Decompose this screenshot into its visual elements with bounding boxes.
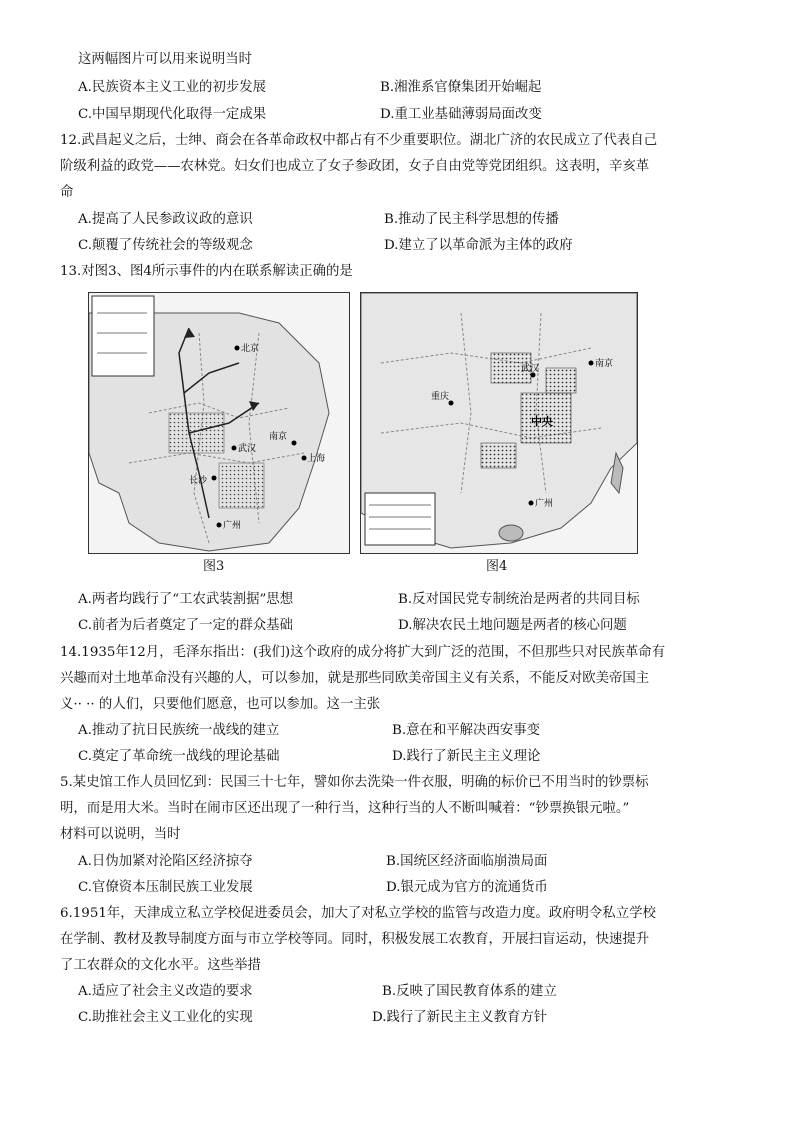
figure-4-caption: 图4 — [486, 559, 508, 574]
q15-stem-line1: 5.某史馆工作人员回忆到：民国三十七年，譬如你去洗染一件衣服，明确的标价已不用当时的钞票标 — [60, 775, 649, 790]
q15-stem-line3: 材料可以说明，当时 — [60, 827, 181, 842]
fig3-label-shanghai: 上海 — [307, 454, 326, 464]
q16-option-b[interactable]: B.反映了国民教育体系的建立 — [382, 984, 557, 999]
fig3-label-changsha: 长沙 — [189, 476, 208, 486]
q14-option-b[interactable]: B.意在和平解决西安事变 — [392, 723, 541, 738]
fig3-label-beijing: 北京 — [241, 344, 260, 354]
q14-option-c[interactable]: C.奠定了革命统一战线的理论基础 — [78, 749, 280, 764]
fig4-label-wuhan: 武汉 — [521, 364, 540, 374]
q12-stem-line1: 12.武昌起义之后，士绅、商会在各革命政权中都占有不少重要职位。湖北广济的农民成立了代表自己 — [60, 133, 658, 148]
fig3-label-wuhan: 武汉 — [238, 444, 257, 454]
q12-stem-line2: 阶级利益的政党——农林党。妇女们也成立了女子参政团，女子自由党等党团组织。这表明，辛亥革 — [60, 159, 650, 174]
q16-stem-line2: 在学制、教材及教导制度方面与市立学校等同。同时，积极发展工农教育，开展扫盲运动，快速提升 — [60, 932, 650, 947]
q13-option-a[interactable]: A.两者均践行了“工农武装割据”思想 — [78, 592, 294, 607]
q13-option-b[interactable]: B.反对国民党专制统治是两者的共同目标 — [398, 592, 640, 607]
q16-stem-line3: 了工农群众的文化水平。这些举措 — [60, 958, 261, 973]
fig4-label-chongqing: 重庆 — [431, 392, 450, 402]
q11-option-d[interactable]: D.重工业基础薄弱局面改变 — [380, 107, 542, 122]
q13-option-c[interactable]: C.前者为后者奠定了一定的群众基础 — [78, 618, 293, 633]
q13-stem: 13.对图3、图4所示事件的内在联系解读正确的是 — [60, 264, 353, 279]
q14-option-d[interactable]: D.践行了新民主主义理论 — [392, 749, 541, 764]
q12-option-b[interactable]: B.推动了民主科学思想的传播 — [384, 212, 559, 227]
q11-option-b[interactable]: B.湘淮系官僚集团开始崛起 — [380, 80, 542, 95]
q12-option-c[interactable]: C.颠覆了传统社会的等级观念 — [78, 238, 253, 253]
q11-option-a[interactable]: A.民族资本主义工业的初步发展 — [78, 80, 267, 95]
fig4-label-central: 中央 — [531, 415, 553, 428]
q15-option-a[interactable]: A.日伪加紧对沦陷区经济掠夺 — [78, 854, 253, 869]
fig3-label-guangzhou: 广州 — [223, 521, 242, 531]
q14-stem-line2: 兴趣而对土地革命没有兴趣的人，可以参加，就是那些同欧美帝国主义有关系，不能反对欧美帝国主 — [60, 671, 650, 686]
q11-stem: 这两幅图片可以用来说明当时 — [78, 52, 253, 67]
figure-3-caption: 图3 — [203, 559, 225, 574]
q13-option-d[interactable]: D.解决农民土地问题是两者的核心问题 — [398, 618, 627, 633]
figure-4-svg — [361, 293, 637, 553]
q15-option-d[interactable]: D.银元成为官方的流通货币 — [386, 880, 548, 895]
figure-3-svg — [89, 293, 349, 553]
figure-4-map — [360, 292, 638, 554]
fig4-label-guangzhou: 广州 — [535, 499, 554, 509]
figure-3-map — [88, 292, 350, 554]
q16-option-c[interactable]: C.助推社会主义工业化的实现 — [78, 1010, 253, 1025]
fig4-label-nanjing: 南京 — [595, 359, 614, 369]
q12-option-d[interactable]: D.建立了以革命派为主体的政府 — [384, 238, 573, 253]
q15-stem-line2: 明，而是用大米。当时在闹市区还出现了一种行当，这种行当的人不断叫喊着：“钞票换银元啦。” — [60, 801, 630, 816]
q11-option-c[interactable]: C.中国早期现代化取得一定成果 — [78, 107, 267, 122]
q14-option-a[interactable]: A.推动了抗日民族统一战线的建立 — [78, 723, 280, 738]
q16-option-a[interactable]: A.适应了社会主义改造的要求 — [78, 984, 253, 999]
q15-option-c[interactable]: C.官僚资本压制民族工业发展 — [78, 880, 253, 895]
q15-option-b[interactable]: B.国统区经济面临崩溃局面 — [386, 854, 548, 869]
q14-stem-line1: 14.1935年12月，毛泽东指出：(我们)这个政府的成分将扩大到广泛的范围，不但那些只对民族革命有 — [60, 645, 666, 660]
q14-stem-line3: 义·· ·· 的人们，只要他们愿意，也可以参加。这一主张 — [60, 697, 381, 712]
q12-stem-line3: 命 — [60, 185, 74, 200]
q12-option-a[interactable]: A.提高了人民参政议政的意识 — [78, 212, 253, 227]
fig3-label-nanjing: 南京 — [269, 432, 288, 442]
q16-option-d[interactable]: D.践行了新民主主义教育方针 — [372, 1010, 548, 1025]
q16-stem-line1: 6.1951年，天津成立私立学校促进委员会，加大了对私立学校的监管与改造力度。政府明令私立学校 — [60, 906, 656, 921]
